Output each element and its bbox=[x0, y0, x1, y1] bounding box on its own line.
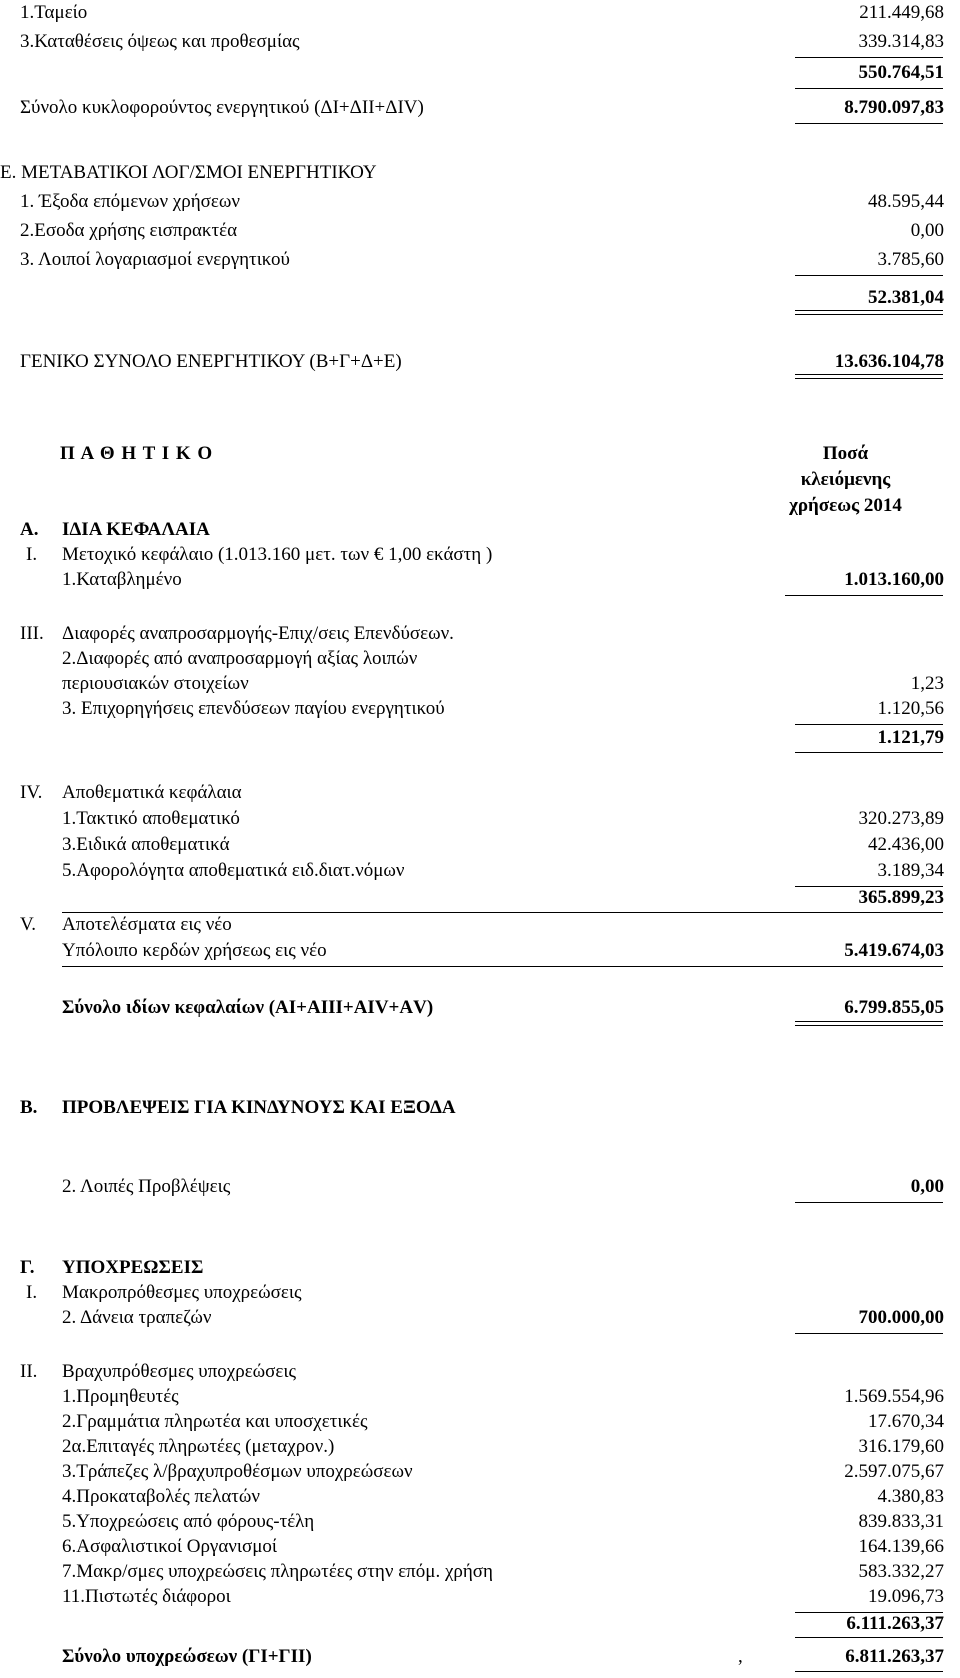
short-term-item-5-value: 4.380,83 bbox=[877, 1486, 944, 1507]
liabilities-heading: Π Α Θ Η Τ Ι Κ Ο bbox=[60, 443, 214, 464]
transitory-total: 52.381,04 bbox=[868, 287, 944, 308]
column-header-line-2: κλειόμενης bbox=[800, 469, 891, 490]
double-rule bbox=[795, 374, 943, 379]
rule bbox=[795, 88, 943, 89]
results-label: Υπόλοιπο κερδών χρήσεως εις νέο bbox=[62, 940, 327, 961]
short-term-item-7-label: 6.Ασφαλιστικοί Οργανισμοί bbox=[62, 1536, 278, 1557]
rule bbox=[795, 275, 943, 276]
provisions-letter: Β. bbox=[20, 1097, 38, 1118]
results-title: Αποτελέσματα εις νέο bbox=[62, 914, 232, 935]
liabilities-total-value: 6.811.263,37 bbox=[845, 1646, 944, 1667]
short-term-item-7-value: 164.139,66 bbox=[858, 1536, 944, 1557]
short-term-item-4-value: 2.597.075,67 bbox=[844, 1461, 944, 1482]
results-value: 5.419.674,03 bbox=[844, 940, 944, 961]
short-term-item-6-label: 5.Υποχρεώσεις από φόρους-τέλη bbox=[62, 1511, 315, 1532]
liabilities-letter: Γ. bbox=[20, 1257, 35, 1278]
short-term-item-8-label: 7.Μακρ/σμες υποχρεώσεις πληρωτέες στην επόμ. χρήση bbox=[62, 1561, 493, 1582]
transitory-item-1-value: 48.595,44 bbox=[868, 191, 944, 212]
short-term-item-5-label: 4.Προκαταβολές πελατών bbox=[62, 1486, 261, 1507]
results-roman: V. bbox=[20, 914, 37, 935]
cash-label: 1.Ταμείο bbox=[20, 2, 88, 23]
revaluation-item-3-value: 1.120,56 bbox=[877, 698, 944, 719]
transitory-item-2-value: 0,00 bbox=[910, 220, 944, 241]
grand-total-assets-label: ΓΕΝΙΚΟ ΣΥΝΟΛΟ ΕΝΕΡΓΗΤΙΚΟΥ (Β+Γ+Δ+Ε) bbox=[20, 351, 402, 372]
short-term-total: 6.111.263,37 bbox=[846, 1613, 944, 1634]
short-term-item-6-value: 839.833,31 bbox=[858, 1511, 944, 1532]
rule bbox=[795, 752, 943, 753]
rule bbox=[795, 123, 943, 124]
cash-total: 550.764,51 bbox=[858, 62, 944, 83]
short-term-item-9-value: 19.096,73 bbox=[868, 1586, 944, 1607]
transitory-title: Ε. ΜΕΤΑΒΑΤΙΚΟΙ ΛΟΓ/ΣΜΟΙ ΕΝΕΡΓΗΤΙΚΟΥ bbox=[0, 162, 377, 183]
deposits-value: 339.314,83 bbox=[858, 31, 944, 52]
revaluation-item-2-value: 1,23 bbox=[910, 673, 944, 694]
share-capital-label: Μετοχικό κεφάλαιο (1.013.160 μετ. των € 1,00 εκάστη ) bbox=[62, 544, 493, 565]
short-term-item-3-label: 2α.Επιταγές πληρωτέες (μεταχρον.) bbox=[62, 1436, 335, 1457]
deposits-label: 3.Καταθέσεις όψεως και προθεσμίας bbox=[20, 31, 300, 52]
transitory-item-2-label: 2.Εσοδα χρήσης εισπρακτέα bbox=[20, 220, 238, 241]
revaluation-item-2-line-2: περιουσιακών στοιχείων bbox=[62, 673, 249, 694]
long-term-title: Μακροπρόθεσμες υποχρεώσεις bbox=[62, 1282, 302, 1303]
liabilities-total-label: Σύνολο υποχρεώσεων (ΓΙ+ΓΙΙ) bbox=[62, 1646, 312, 1667]
grand-total-assets-value: 13.636.104,78 bbox=[834, 351, 944, 372]
rule bbox=[795, 57, 943, 58]
provisions-item-value: 0,00 bbox=[910, 1176, 944, 1197]
paid-capital-value: 1.013.160,00 bbox=[844, 569, 944, 590]
transitory-item-3-value: 3.785,60 bbox=[877, 249, 944, 270]
long-term-value: 700.000,00 bbox=[858, 1307, 944, 1328]
rule bbox=[62, 912, 943, 913]
short-term-roman: ΙΙ. bbox=[20, 1361, 38, 1382]
revaluation-roman: ΙΙΙ. bbox=[20, 623, 44, 644]
rule bbox=[62, 966, 943, 967]
short-term-item-2-value: 17.670,34 bbox=[868, 1411, 944, 1432]
short-term-item-1-value: 1.569.554,96 bbox=[844, 1386, 944, 1407]
reserves-item-2-label: 3.Ειδικά αποθεματικά bbox=[62, 834, 230, 855]
long-term-roman: Ι. bbox=[26, 1282, 38, 1303]
liabilities-title: ΥΠΟΧΡΕΩΣΕΙΣ bbox=[62, 1257, 204, 1278]
reserves-total: 365.899,23 bbox=[858, 887, 944, 908]
short-term-item-2-label: 2.Γραμμάτια πληρωτέα και υποσχετικές bbox=[62, 1411, 368, 1432]
transitory-item-3-label: 3. Λοιποί λογαριασμοί ενεργητικού bbox=[20, 249, 290, 270]
rule bbox=[795, 1333, 943, 1334]
paid-capital-label: 1.Καταβλημένο bbox=[62, 569, 182, 590]
column-header-line-1: Ποσά bbox=[822, 443, 869, 464]
rule bbox=[795, 724, 943, 725]
provisions-item-label: 2. Λοιπές Προβλέψεις bbox=[62, 1176, 231, 1197]
transitory-item-1-label: 1. Έξοδα επόμενων χρήσεων bbox=[20, 191, 240, 212]
rule bbox=[795, 1671, 943, 1672]
rule bbox=[795, 1637, 943, 1638]
equity-total-value: 6.799.855,05 bbox=[844, 997, 944, 1018]
short-term-item-3-value: 316.179,60 bbox=[858, 1436, 944, 1457]
reserves-item-1-label: 1.Τακτικό αποθεματικό bbox=[62, 808, 240, 829]
reserves-item-3-label: 5.Αφορολόγητα αποθεματικά ειδ.διατ.νόμων bbox=[62, 860, 405, 881]
long-term-label: 2. Δάνεια τραπεζών bbox=[62, 1307, 212, 1328]
equity-letter: Α. bbox=[20, 519, 39, 540]
current-assets-total-value: 8.790.097,83 bbox=[844, 97, 944, 118]
short-term-item-4-label: 3.Τράπεζες λ/βραχυπροθέσμων υποχρεώσεων bbox=[62, 1461, 413, 1482]
reserves-item-1-value: 320.273,89 bbox=[858, 808, 944, 829]
revaluation-item-2-line-1: 2.Διαφορές από αναπροσαρμογή αξίας λοιπών bbox=[62, 648, 418, 669]
share-capital-roman: Ι. bbox=[26, 544, 38, 565]
rule bbox=[785, 595, 943, 596]
short-term-item-9-label: 11.Πιστωτές διάφοροι bbox=[62, 1586, 231, 1607]
current-assets-total-label: Σύνολο κυκλοφορούντος ενεργητικού (ΔΙ+ΔΙΙ+ΔΙV) bbox=[20, 97, 424, 118]
revaluation-total: 1.121,79 bbox=[877, 727, 944, 748]
revaluation-item-3-label: 3. Επιχορηγήσεις επενδύσεων παγίου ενεργητικού bbox=[62, 698, 445, 719]
reserves-roman: IV. bbox=[20, 782, 43, 803]
cash-value: 211.449,68 bbox=[859, 2, 944, 23]
column-header-line-3: χρήσεως 2014 bbox=[789, 495, 902, 516]
reserves-item-3-value: 3.189,34 bbox=[877, 860, 944, 881]
short-term-item-1-label: 1.Προμηθευτές bbox=[62, 1386, 179, 1407]
short-term-item-8-value: 583.332,27 bbox=[858, 1561, 944, 1582]
rule bbox=[795, 1202, 943, 1203]
reserves-title: Αποθεματικά κεφάλαια bbox=[62, 782, 242, 803]
equity-total-label: Σύνολο ιδίων κεφαλαίων (ΑΙ+ΑΙΙΙ+ΑΙV+ΑV) bbox=[62, 997, 434, 1018]
provisions-title: ΠΡΟΒΛΕΨΕΙΣ ΓΙΑ ΚΙΝΔΥΝΟΥΣ ΚΑΙ ΕΞΟΔΑ bbox=[62, 1097, 456, 1118]
double-rule bbox=[795, 1021, 943, 1026]
equity-title: ΙΔΙΑ ΚΕΦΑΛΑΙΑ bbox=[62, 519, 210, 540]
double-rule bbox=[795, 310, 943, 315]
liabilities-total-comma: , bbox=[738, 1646, 743, 1667]
reserves-item-2-value: 42.436,00 bbox=[868, 834, 944, 855]
revaluation-title: Διαφορές αναπροσαρμογής-Επιχ/σεις Επενδύσεων. bbox=[62, 623, 454, 644]
short-term-title: Βραχυπρόθεσμες υποχρεώσεις bbox=[62, 1361, 297, 1382]
